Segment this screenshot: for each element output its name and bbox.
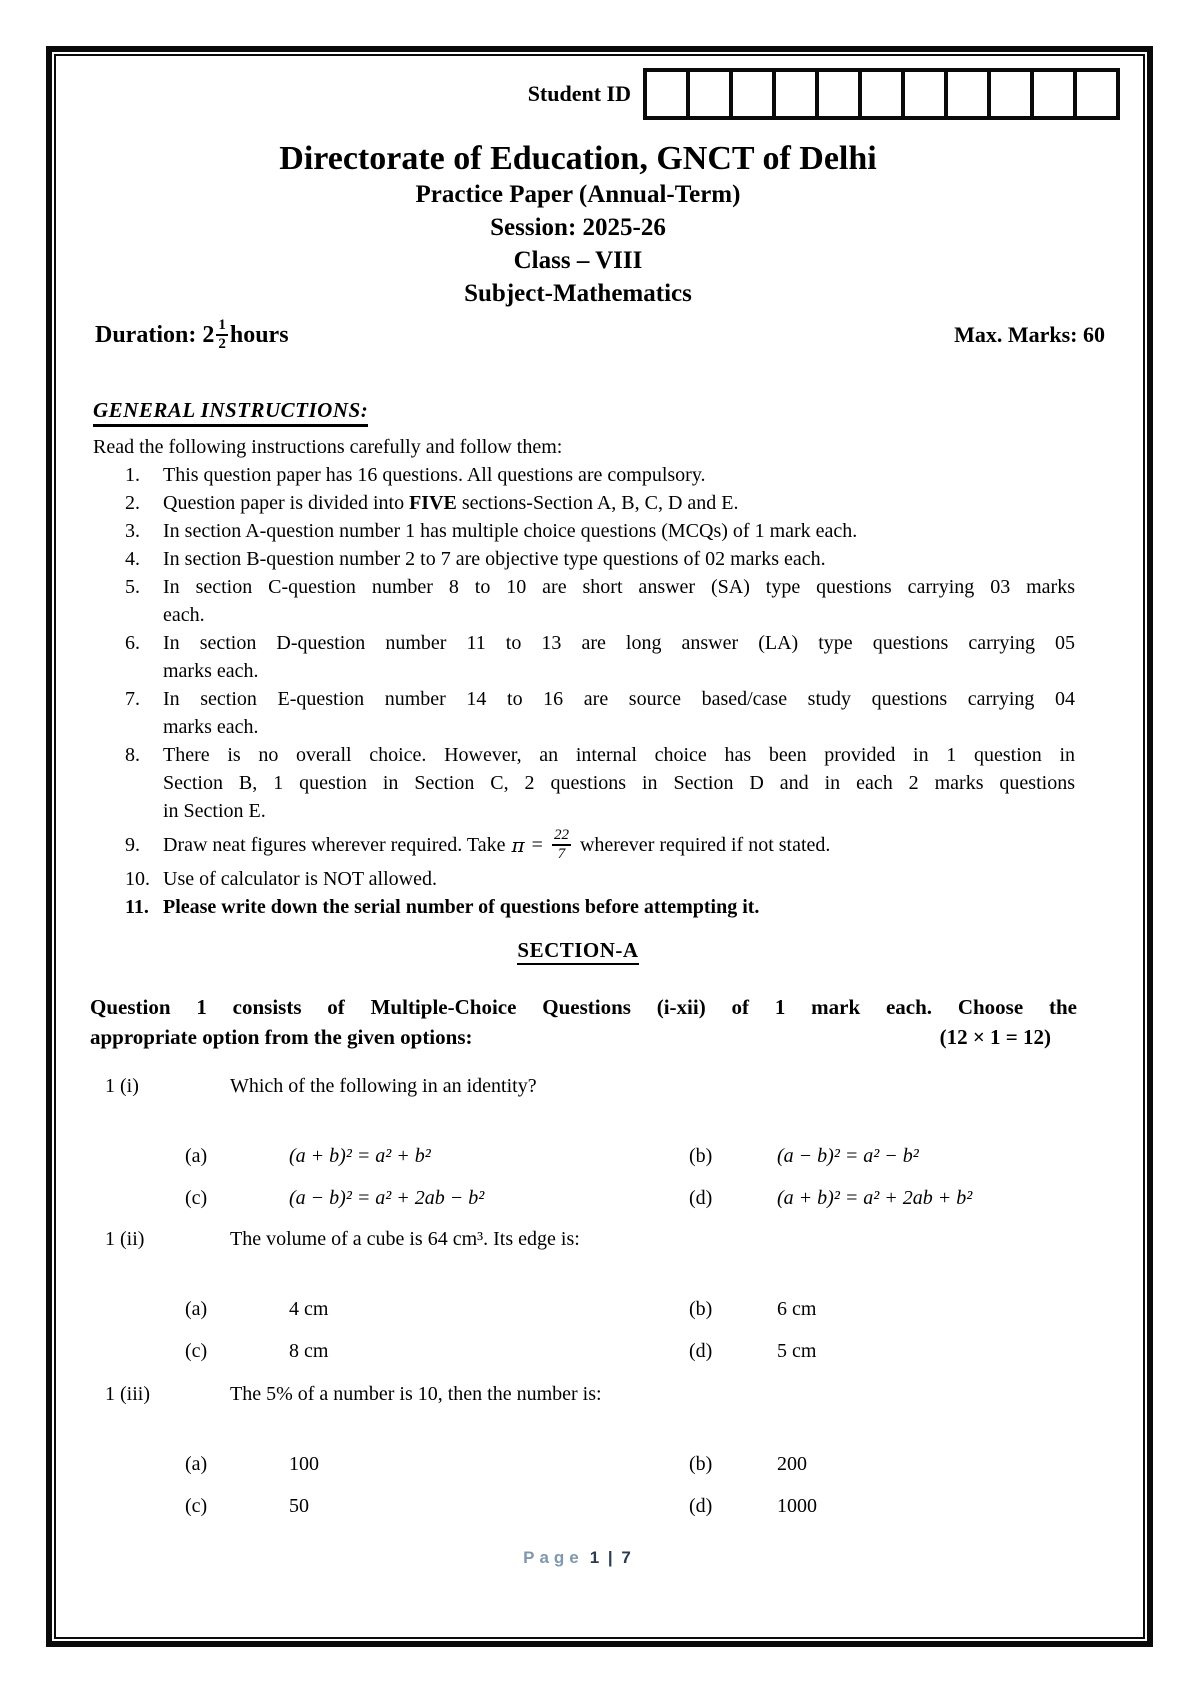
item-text: In section C-question number 8 to 10 are short answer (SA) type questions carrying 03 marks (163, 576, 1075, 598)
instructions-intro: Read the following instructions carefully and follow them: (93, 436, 563, 458)
question-number: 1 (iii) (105, 1383, 150, 1405)
question-text: The volume of a cube is 64 cm³. Its edge is: (230, 1228, 580, 1250)
student-id-cell (905, 72, 948, 116)
question-text: Which of the following in an identity? (230, 1075, 537, 1097)
question-1ii (90, 1225, 1077, 1365)
duration-marks-row (95, 318, 1105, 352)
option-label: (d) (689, 1340, 713, 1362)
option-value: (a − b)² = a² − b² (777, 1145, 919, 1167)
instruction-item (93, 893, 1075, 921)
subtitle-class: Class – VIII (513, 247, 643, 274)
student-id-cell (948, 72, 991, 116)
question-number: 1 (ii) (105, 1228, 145, 1250)
title-block (0, 140, 1156, 310)
section-a-heading (0, 938, 1156, 963)
instruction-item (93, 545, 1075, 573)
student-id-cell (862, 72, 905, 116)
item-number: 3. (125, 520, 140, 542)
item-text: There is no overall choice. However, an internal choice has been provided in 1 question in (163, 744, 1075, 766)
question-1iii (90, 1380, 1077, 1520)
item-text: Section B, 1 question in Section C, 2 questions in Section D and in each 2 marks questions (163, 772, 1075, 794)
item-text-bold: FIVE (409, 492, 457, 514)
student-id-cell (647, 72, 690, 116)
option-value: 100 (289, 1453, 319, 1475)
item-number: 2. (125, 492, 140, 514)
item-text-pre: Draw neat figures wherever required. Take (163, 834, 506, 856)
option-label: (b) (689, 1145, 713, 1167)
pi-symbol: π (511, 833, 525, 857)
item-text: In section B-question number 2 to 7 are objective type questions of 02 marks each. (163, 548, 826, 570)
option-value: (a − b)² = a² + 2ab − b² (289, 1187, 485, 1209)
item-number: 7. (125, 688, 140, 710)
fraction-numerator: 1 (216, 318, 228, 336)
max-marks: Max. Marks: 60 (954, 322, 1105, 347)
item-number: 4. (125, 548, 140, 570)
pi-fraction (552, 828, 571, 862)
question-number: 1 (i) (105, 1075, 139, 1097)
student-id-cell (733, 72, 776, 116)
fraction-denominator: 7 (557, 846, 566, 862)
options-grid (185, 1450, 1077, 1520)
duration-prefix: Duration: 2 (95, 321, 215, 348)
student-id-cell (1034, 72, 1077, 116)
student-id-cell (690, 72, 733, 116)
general-instructions (93, 398, 1075, 921)
instruction-item (93, 573, 1075, 629)
option-value: 1000 (777, 1495, 817, 1517)
fraction-denominator: 2 (218, 336, 226, 352)
question1-intro-line2 (90, 1022, 1077, 1052)
option-value: (a + b)² = a² + 2ab + b² (777, 1187, 973, 1209)
student-id-row (528, 68, 1120, 120)
instruction-item (93, 825, 1075, 865)
question-1i (90, 1072, 1077, 1212)
subtitle-practice-paper: Practice Paper (Annual-Term) (415, 181, 741, 208)
option-label: (b) (689, 1298, 713, 1320)
student-id-cell (819, 72, 862, 116)
instruction-item (93, 741, 1075, 825)
student-id-grid (643, 68, 1120, 120)
page-footer (0, 1548, 1156, 1568)
question1-marks: (12 × 1 = 12) (939, 1025, 1051, 1049)
instruction-item (93, 865, 1075, 893)
student-id-label: Student ID (527, 81, 631, 106)
item-text: This question paper has 16 questions. All questions are compulsory. (163, 464, 706, 486)
duration-fraction (216, 318, 228, 352)
item-text: In section E-question number 14 to 16 are source based/case study questions carrying 04 (163, 688, 1075, 710)
item-text: marks each. (163, 660, 259, 682)
item-text: marks each. (163, 716, 259, 738)
option-value: (a + b)² = a² + b² (289, 1145, 431, 1167)
question-text: The 5% of a number is 10, then the number is: (230, 1383, 602, 1405)
option-value: 8 cm (289, 1340, 329, 1362)
instruction-item (93, 461, 1075, 489)
item-text (163, 825, 1075, 865)
option-label: (c) (185, 1495, 208, 1517)
item-text (163, 489, 1075, 517)
instructions-list (93, 461, 1075, 921)
option-value: 6 cm (777, 1298, 817, 1320)
option-value: 5 cm (777, 1340, 817, 1362)
option-value: 4 cm (289, 1298, 329, 1320)
item-number: 11. (125, 896, 149, 918)
question-row (90, 1225, 1077, 1253)
option-label: (c) (185, 1340, 208, 1362)
instructions-heading: GENERAL INSTRUCTIONS: (93, 398, 368, 427)
instruction-item (93, 685, 1075, 741)
item-number: 8. (125, 744, 140, 766)
student-id-cell (1077, 72, 1116, 116)
item-text: In section A-question number 1 has multiple choice questions (MCQs) of 1 mark each. (163, 520, 858, 542)
question-row (90, 1072, 1077, 1100)
item-text: Please write down the serial number of questions before attempting it. (163, 896, 760, 918)
subtitle-subject: Subject-Mathematics (464, 280, 692, 307)
option-label: (a) (185, 1145, 208, 1167)
options-grid (185, 1142, 1077, 1212)
option-label: (a) (185, 1453, 208, 1475)
instruction-item (93, 489, 1075, 517)
section-a-heading-text: SECTION-A (517, 938, 638, 965)
question1-intro (90, 992, 1077, 1052)
item-text: in Section E. (163, 800, 266, 822)
option-label: (a) (185, 1298, 208, 1320)
item-number: 9. (125, 834, 140, 856)
question1-intro-line2-text: appropriate option from the given options: (90, 1025, 473, 1049)
equals-sign: = (531, 834, 543, 856)
option-label: (c) (185, 1187, 208, 1209)
options-grid (185, 1295, 1077, 1365)
duration-text (95, 318, 289, 352)
footer-page-label: Page (523, 1548, 584, 1567)
item-number: 10. (125, 868, 150, 890)
item-text: each. (163, 604, 205, 626)
instruction-item (93, 517, 1075, 545)
option-label: (d) (689, 1495, 713, 1517)
question-row (90, 1380, 1077, 1408)
item-number: 5. (125, 576, 140, 598)
subtitle-session: Session: 2025-26 (490, 214, 666, 241)
item-text: In section D-question number 11 to 13 are long answer (LA) type questions carrying 05 (163, 632, 1075, 654)
item-text: Use of calculator is NOT allowed. (163, 868, 437, 890)
item-text-post: sections-Section A, B, C, D and E. (456, 492, 739, 514)
fraction-numerator: 22 (552, 828, 571, 846)
page-title: Directorate of Education, GNCT of Delhi (279, 140, 877, 177)
question1-intro-line1: Question 1 consists of Multiple-Choice Questions (i-xii) of 1 mark each. Choose the (90, 995, 1077, 1019)
item-text-pre: Question paper is divided into (163, 492, 410, 514)
option-label: (b) (689, 1453, 713, 1475)
student-id-cell (776, 72, 819, 116)
item-number: 6. (125, 632, 140, 654)
footer-page-value: 1 | 7 (589, 1548, 633, 1567)
duration-suffix: hours (229, 321, 289, 348)
item-number: 1. (125, 464, 140, 486)
option-value: 200 (777, 1453, 807, 1475)
option-label: (d) (689, 1187, 713, 1209)
option-value: 50 (289, 1495, 309, 1517)
instruction-item (93, 629, 1075, 685)
item-text-post: wherever required if not stated. (579, 834, 831, 856)
student-id-cell (991, 72, 1034, 116)
